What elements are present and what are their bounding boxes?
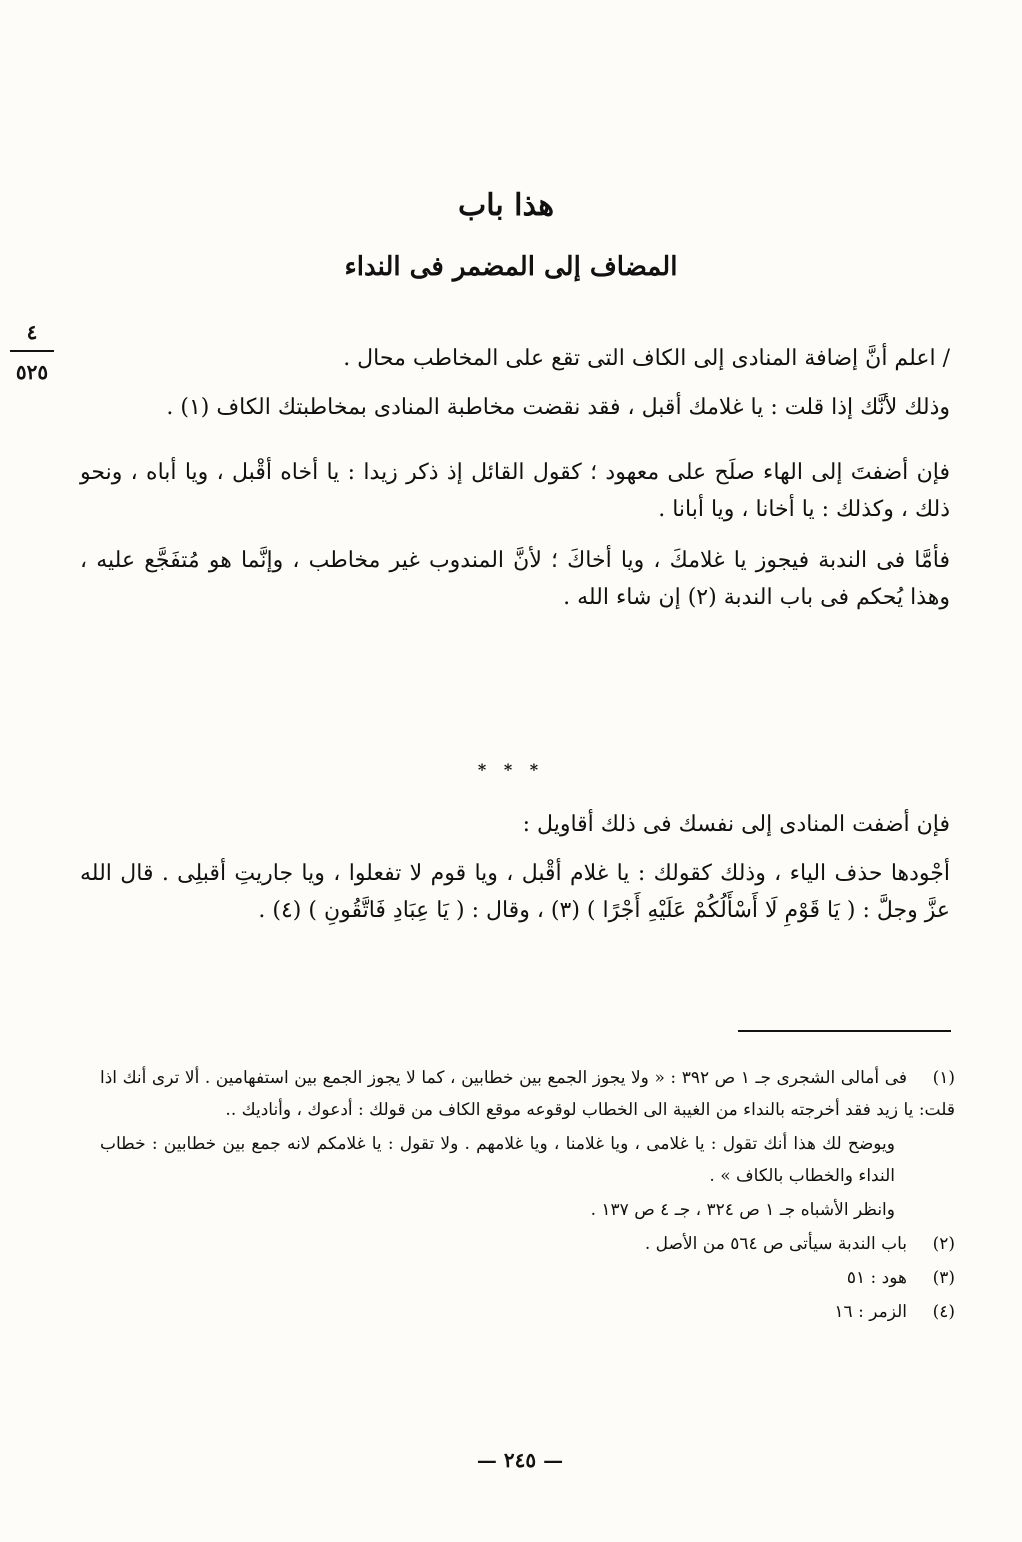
footnote-item bbox=[100, 1262, 955, 1294]
footnote-item bbox=[100, 1296, 955, 1328]
footnote-item bbox=[100, 1062, 955, 1126]
footnote-text: الزمر : ١٦ bbox=[834, 1302, 907, 1322]
section-separator: * * * bbox=[477, 760, 545, 779]
footnote-item bbox=[100, 1128, 955, 1192]
footnotes bbox=[100, 1062, 955, 1330]
footnote-text: باب الندبة سيأتى ص ٥٦٤ من الأصل . bbox=[644, 1234, 907, 1254]
footnote-mark: (١) bbox=[932, 1068, 955, 1088]
section-title: هذا باب bbox=[457, 188, 555, 223]
footnote-text: ويوضح لك هذا أنك تقول : يا غلامى ، ويا غلامنا ، ويا غلامهم . ولا تقول : يا غلامكم لانه جمع بين خطابين : خطاب النداء والخطاب بالكاف » . bbox=[100, 1134, 895, 1186]
margin-page-reference bbox=[10, 322, 54, 382]
main-text-block-1 bbox=[80, 340, 950, 616]
paragraph: وذلك لأنَّك إذا قلت : يا غلامك أقبل ، فقد نقضت مخاطبة المنادى بمخاطبتك الكاف (١) . bbox=[166, 395, 950, 420]
footnote-mark: (٢) bbox=[932, 1234, 955, 1254]
margin-divider bbox=[10, 350, 54, 352]
footnote-item bbox=[100, 1194, 955, 1226]
margin-page-number: ٥٢٥ bbox=[15, 360, 49, 384]
footnote-divider bbox=[738, 1030, 951, 1032]
footnote-mark: (٤) bbox=[932, 1302, 955, 1322]
paragraph: / اعلم أنَّ إضافة المنادى إلى الكاف التى تقع على المخاطب محال . bbox=[343, 346, 950, 371]
paragraph: فإن أضفتَ إلى الهاء صلَح على معهود ؛ كقول القائل إذ ذكر زيدا : يا أخاه أقْبل ، ويا أباه ، ونحو ذلك ، وكذلك : يا أخانا ، ويا أبانا . bbox=[80, 460, 950, 522]
footnote-text: هود : ٥١ bbox=[846, 1268, 907, 1288]
section-subtitle: المضاف إلى المضمر فى النداء bbox=[344, 252, 678, 282]
paragraph: فأمَّا فى الندبة فيجوز يا غلامكَ ، ويا أخاكَ ؛ لأنَّ المندوب غير مخاطب ، وإنَّما هو مُتفَجَّع عليه ، وهذا يُحكم فى باب الندبة (٢) إن شاء الله . bbox=[80, 548, 950, 610]
paragraph: أجْودها حذف الياء ، وذلك كقولك : يا غلام أقْبل ، ويا قوم لا تفعلوا ، ويا جاريتِ أقبلِى . قال الله عزَّ وجلَّ : ( يَا قَوْمِ لَا أَسْأَلُكُمْ عَلَيْهِ أَجْرًا ) (٣) ، وقال : ( يَا عِبَادِ فَاتَّقُونِ ) (٤) . bbox=[80, 861, 950, 923]
margin-volume-number: ٤ bbox=[26, 320, 38, 344]
footnote-mark: (٣) bbox=[932, 1268, 955, 1288]
page-number: — ٢٤٥ — bbox=[476, 1448, 564, 1472]
footnote-item bbox=[100, 1228, 955, 1260]
footnote-text: وانظر الأشباه جـ ١ ص ٣٢٤ ، جـ ٤ ص ١٣٧ . bbox=[590, 1200, 895, 1220]
main-text-block-2 bbox=[80, 806, 950, 929]
paragraph: فإن أضفت المنادى إلى نفسك فى ذلك أقاويل : bbox=[522, 812, 950, 837]
footnote-text: فى أمالى الشجرى جـ ١ ص ٣٩٢ : « ولا يجوز الجمع بين خطابين ، كما لا يجوز الجمع بين استفهامين . ألا ترى أنك اذا قلت: يا زيد فقد أخرجته بالنداء من الغيبة الى الخطاب لوقوعه موقع الكاف من قولك : أدعوك ، وأناديك .. bbox=[100, 1068, 955, 1120]
